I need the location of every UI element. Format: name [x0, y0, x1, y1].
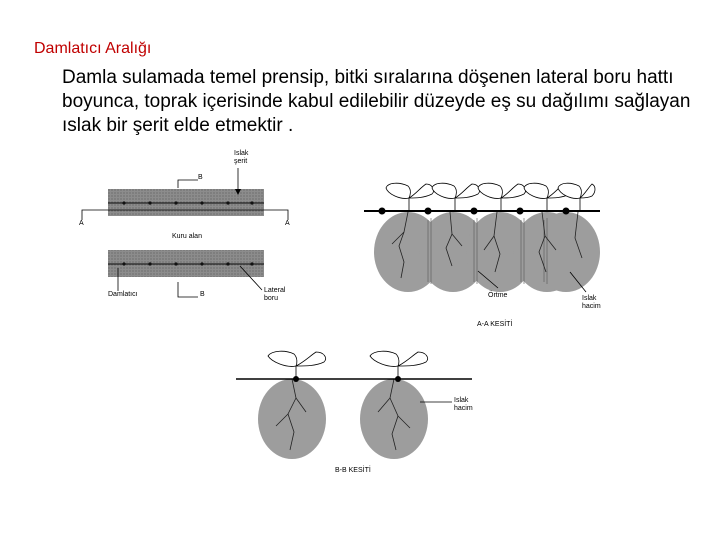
section-mark-b-bottom: [178, 282, 198, 297]
section-a-left-label: A: [79, 220, 84, 227]
wet-bulb-left: [258, 379, 326, 459]
section-bb-caption: B-B KESİTİ: [335, 467, 371, 474]
wet-strip-label: Islak şerit: [234, 150, 249, 165]
overlap-label: Örtme: [488, 292, 508, 299]
wet-bulb-right: [360, 379, 428, 459]
section-b-bottom-label: B: [200, 291, 205, 298]
plants-bb: [268, 351, 428, 379]
section-b-top-label: B: [198, 174, 203, 181]
slide-body-text: Damla sulamada temel prensip, bitki sıralarına döşenen lateral boru hattı boyunca, toprak içerisinde kabul edilebilir düzeyde eş su dağılımı sağlayan ıslak bir şerit elde etmektir .: [62, 67, 691, 136]
wet-volume-label-bb: Islak hacim: [454, 397, 473, 412]
section-a-right-label: A: [285, 220, 290, 227]
slide-title: Damlatıcı Aralığı: [34, 40, 152, 57]
section-bb: [236, 351, 472, 459]
section-aa: [364, 183, 600, 292]
wet-bulbs-aa: [374, 212, 600, 292]
section-aa-caption: A-A KESİTİ: [477, 321, 513, 328]
wet-volume-label-aa: Islak hacim: [582, 295, 601, 310]
dry-area-label: Kuru alan: [172, 233, 202, 240]
plants-aa: [386, 183, 595, 211]
emitter-label: Damlatıcı: [108, 291, 138, 298]
section-mark-b-top: [178, 180, 198, 188]
lateral-pipe-label: Lateral boru: [264, 287, 286, 302]
